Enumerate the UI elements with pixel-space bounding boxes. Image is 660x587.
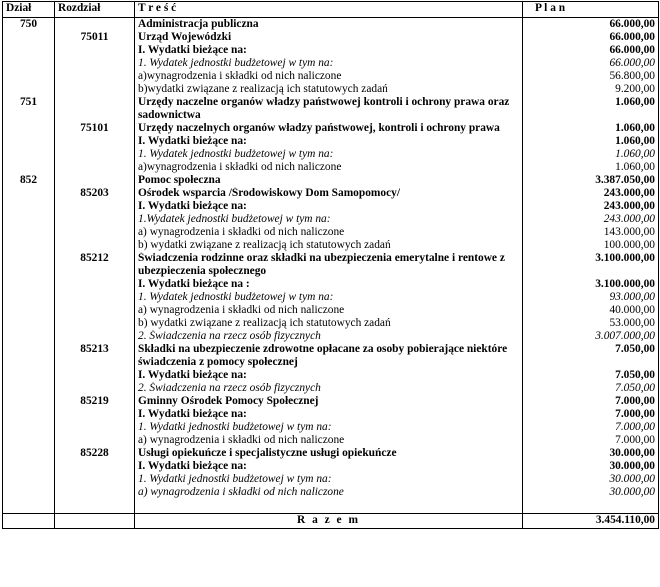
cell-rozdzial <box>55 434 135 447</box>
cell-rozdzial <box>55 278 135 291</box>
table-row <box>3 122 659 135</box>
cell-tresc: I. Wydatki bieżące na : <box>135 278 523 291</box>
table-row <box>3 330 659 343</box>
cell-plan: 243.000,00 <box>523 213 659 226</box>
cell-plan: 66.000,00 <box>523 31 659 44</box>
cell-tresc: I. Wydatki bieżące na: <box>135 200 523 213</box>
cell-dzial <box>3 343 55 369</box>
budget-document <box>2 1 658 529</box>
cell-dzial <box>3 304 55 317</box>
table-row <box>3 421 659 434</box>
cell-tresc: I. Wydatki bieżące na: <box>135 135 523 148</box>
cell-plan: 53.000,00 <box>523 317 659 330</box>
total-label: R a z e m <box>135 514 523 529</box>
cell-plan: 3.100.000,00 <box>523 278 659 291</box>
cell-plan: 66.000,00 <box>523 57 659 70</box>
cell-rozdzial <box>55 200 135 213</box>
cell-tresc: I. Wydatki bieżące na: <box>135 369 523 382</box>
cell-rozdzial <box>55 174 135 187</box>
cell-plan: 66.000,00 <box>523 18 659 32</box>
cell-tresc: Administracja publiczna <box>135 18 523 32</box>
cell-rozdzial <box>55 304 135 317</box>
table-row <box>3 57 659 70</box>
cell-dzial <box>3 252 55 278</box>
cell-rozdzial <box>55 135 135 148</box>
cell-plan: 1.060,00 <box>523 161 659 174</box>
cell-tresc: Składki na ubezpieczenie zdrowotne opłacane za osoby pobierające niektóre świadczenia z pomocy społecznej <box>135 343 523 369</box>
cell-tresc: Gminny Ośrodek Pomocy Społecznej <box>135 395 523 408</box>
table-row <box>3 473 659 486</box>
cell-rozdzial <box>55 421 135 434</box>
cell-plan: 3.100.000,00 <box>523 252 659 278</box>
cell-dzial <box>3 83 55 96</box>
cell-tresc: 1. Wydatek jednostki budżetowej w tym na: <box>135 148 523 161</box>
table-row <box>3 304 659 317</box>
cell-dzial <box>3 31 55 44</box>
spacer-cell <box>523 499 659 514</box>
table-row <box>3 213 659 226</box>
cell-rozdzial <box>55 161 135 174</box>
cell-tresc: b)wydatki związane z realizacją ich statutowych zadań <box>135 83 523 96</box>
cell-tresc: 2. Świadczenia na rzecz osób fizycznych <box>135 382 523 395</box>
cell-plan: 1.060,00 <box>523 135 659 148</box>
cell-rozdzial <box>55 148 135 161</box>
cell-dzial: 852 <box>3 174 55 187</box>
cell-tresc: a) wynagrodzenia i składki od nich naliczone <box>135 226 523 239</box>
table-row <box>3 434 659 447</box>
cell-tresc: b) wydatki związane z realizacją ich statutowych zadań <box>135 317 523 330</box>
table-row <box>3 18 659 32</box>
table-row <box>3 239 659 252</box>
cell-plan: 7.050,00 <box>523 343 659 369</box>
cell-plan: 100.000,00 <box>523 239 659 252</box>
cell-rozdzial <box>55 226 135 239</box>
spacer-row <box>3 499 659 514</box>
cell-tresc: a) wynagrodzenia i składki od nich naliczone <box>135 486 523 499</box>
cell-plan: 3.007.000,00 <box>523 330 659 343</box>
cell-dzial <box>3 369 55 382</box>
cell-rozdzial: 75101 <box>55 122 135 135</box>
cell-rozdzial <box>55 486 135 499</box>
cell-tresc: Urzędy naczelne organów władzy państwowej kontroli i ochrony prawa oraz sadownictwa <box>135 96 523 122</box>
cell-rozdzial <box>55 382 135 395</box>
cell-plan: 7.000,00 <box>523 421 659 434</box>
table-row <box>3 486 659 499</box>
table-row <box>3 187 659 200</box>
cell-rozdzial <box>55 408 135 421</box>
cell-dzial <box>3 213 55 226</box>
cell-tresc: Świadczenia rodzinne oraz składki na ubezpieczenia emerytalne i rentowe z ubezpieczenia społecznego <box>135 252 523 278</box>
cell-dzial <box>3 330 55 343</box>
cell-tresc: a) wynagrodzenia i składki od nich naliczone <box>135 304 523 317</box>
cell-tresc: a)wynagrodzenia i składki od nich naliczone <box>135 70 523 83</box>
cell-tresc: b) wydatki związane z realizacją ich statutowych zadań <box>135 239 523 252</box>
table-row <box>3 291 659 304</box>
cell-tresc: a) wynagrodzenia i składki od nich naliczone <box>135 434 523 447</box>
cell-rozdzial <box>55 70 135 83</box>
table-row <box>3 343 659 369</box>
cell-rozdzial <box>55 317 135 330</box>
cell-dzial <box>3 135 55 148</box>
cell-plan: 66.000,00 <box>523 44 659 57</box>
cell-plan: 30.000,00 <box>523 447 659 460</box>
cell-plan: 1.060,00 <box>523 148 659 161</box>
cell-plan: 143.000,00 <box>523 226 659 239</box>
cell-tresc: Usługi opiekuńcze i specjalistyczne usługi opiekuńcze <box>135 447 523 460</box>
cell-tresc: 1. Wydatek jednostki budżetowej w tym na: <box>135 291 523 304</box>
cell-tresc: 1. Wydatki jednostki budżetowej w tym na: <box>135 473 523 486</box>
cell-rozdzial <box>55 18 135 32</box>
table-row <box>3 460 659 473</box>
total-empty-cell <box>55 514 135 529</box>
cell-dzial <box>3 44 55 57</box>
cell-rozdzial <box>55 44 135 57</box>
cell-plan: 30.000,00 <box>523 460 659 473</box>
table-row <box>3 96 659 122</box>
cell-dzial <box>3 486 55 499</box>
table-row <box>3 44 659 57</box>
table-row <box>3 382 659 395</box>
cell-plan: 40.000,00 <box>523 304 659 317</box>
table-row <box>3 252 659 278</box>
cell-rozdzial: 75011 <box>55 31 135 44</box>
spacer-cell <box>55 499 135 514</box>
spacer-cell <box>135 499 523 514</box>
cell-dzial <box>3 57 55 70</box>
cell-plan: 7.050,00 <box>523 382 659 395</box>
cell-tresc: Urzędy naczelnych organów władzy państwowej, kontroli i ochrony prawa <box>135 122 523 135</box>
header-row <box>3 2 659 18</box>
header-tresc: T r e ś ć <box>135 2 523 18</box>
cell-plan: 1.060,00 <box>523 122 659 135</box>
cell-tresc: I. Wydatki bieżące na: <box>135 460 523 473</box>
cell-tresc: Pomoc społeczna <box>135 174 523 187</box>
cell-dzial <box>3 239 55 252</box>
cell-dzial <box>3 395 55 408</box>
cell-plan: 30.000,00 <box>523 473 659 486</box>
table-row <box>3 148 659 161</box>
cell-plan: 7.000,00 <box>523 395 659 408</box>
cell-rozdzial <box>55 213 135 226</box>
cell-dzial <box>3 408 55 421</box>
cell-rozdzial <box>55 369 135 382</box>
table-row <box>3 278 659 291</box>
total-empty-cell <box>3 514 55 529</box>
cell-dzial <box>3 161 55 174</box>
cell-tresc: 1. Wydatki jednostki budżetowej w tym na: <box>135 421 523 434</box>
cell-plan: 7.000,00 <box>523 408 659 421</box>
cell-tresc: I. Wydatki bieżące na: <box>135 408 523 421</box>
table-row <box>3 174 659 187</box>
cell-dzial <box>3 447 55 460</box>
cell-dzial <box>3 122 55 135</box>
cell-rozdzial <box>55 96 135 122</box>
table-row <box>3 226 659 239</box>
cell-plan: 7.000,00 <box>523 434 659 447</box>
cell-rozdzial <box>55 473 135 486</box>
cell-plan: 30.000,00 <box>523 486 659 499</box>
table-row <box>3 317 659 330</box>
cell-dzial <box>3 317 55 330</box>
cell-dzial <box>3 291 55 304</box>
table-body <box>3 18 659 500</box>
cell-dzial <box>3 278 55 291</box>
cell-plan: 9.200,00 <box>523 83 659 96</box>
cell-tresc: I. Wydatki bieżące na: <box>135 44 523 57</box>
cell-dzial <box>3 473 55 486</box>
cell-plan: 1.060,00 <box>523 96 659 122</box>
cell-dzial <box>3 421 55 434</box>
cell-tresc: 2. Świadczenia na rzecz osób fizycznych <box>135 330 523 343</box>
cell-rozdzial: 85228 <box>55 447 135 460</box>
cell-tresc: Urząd Wojewódzki <box>135 31 523 44</box>
cell-dzial <box>3 434 55 447</box>
table-row <box>3 161 659 174</box>
cell-plan: 7.050,00 <box>523 369 659 382</box>
header-plan: P l a n <box>523 2 659 18</box>
table-row <box>3 70 659 83</box>
table-row <box>3 447 659 460</box>
cell-plan: 243.000,00 <box>523 200 659 213</box>
cell-rozdzial <box>55 239 135 252</box>
budget-table <box>2 1 659 529</box>
cell-dzial <box>3 382 55 395</box>
cell-dzial <box>3 200 55 213</box>
cell-plan: 243.000,00 <box>523 187 659 200</box>
header-dzial: Dział <box>3 2 55 18</box>
cell-dzial <box>3 226 55 239</box>
cell-rozdzial <box>55 460 135 473</box>
total-value: 3.454.110,00 <box>523 514 659 529</box>
cell-dzial: 750 <box>3 18 55 32</box>
cell-tresc: 1.Wydatek jednostki budżetowej w tym na: <box>135 213 523 226</box>
cell-plan: 3.387.050,00 <box>523 174 659 187</box>
table-row <box>3 408 659 421</box>
cell-plan: 93.000,00 <box>523 291 659 304</box>
table-row <box>3 200 659 213</box>
spacer-cell <box>3 499 55 514</box>
table-row <box>3 135 659 148</box>
cell-dzial: 751 <box>3 96 55 122</box>
table-row <box>3 31 659 44</box>
table-row <box>3 395 659 408</box>
cell-rozdzial <box>55 330 135 343</box>
cell-dzial <box>3 460 55 473</box>
cell-tresc: 1. Wydatek jednostki budżetowej w tym na: <box>135 57 523 70</box>
cell-tresc: a)wynagrodzenia i składki od nich naliczone <box>135 161 523 174</box>
cell-rozdzial: 85213 <box>55 343 135 369</box>
cell-rozdzial: 85203 <box>55 187 135 200</box>
cell-dzial <box>3 70 55 83</box>
cell-rozdzial: 85212 <box>55 252 135 278</box>
cell-tresc: Ośrodek wsparcia /Środowiskowy Dom Samopomocy/ <box>135 187 523 200</box>
header-rozdzial: Rozdział <box>55 2 135 18</box>
table-row <box>3 369 659 382</box>
cell-plan: 56.800,00 <box>523 70 659 83</box>
table-row <box>3 83 659 96</box>
cell-dzial <box>3 187 55 200</box>
cell-rozdzial: 85219 <box>55 395 135 408</box>
cell-dzial <box>3 148 55 161</box>
total-row <box>3 514 659 529</box>
cell-rozdzial <box>55 57 135 70</box>
cell-rozdzial <box>55 83 135 96</box>
cell-rozdzial <box>55 291 135 304</box>
